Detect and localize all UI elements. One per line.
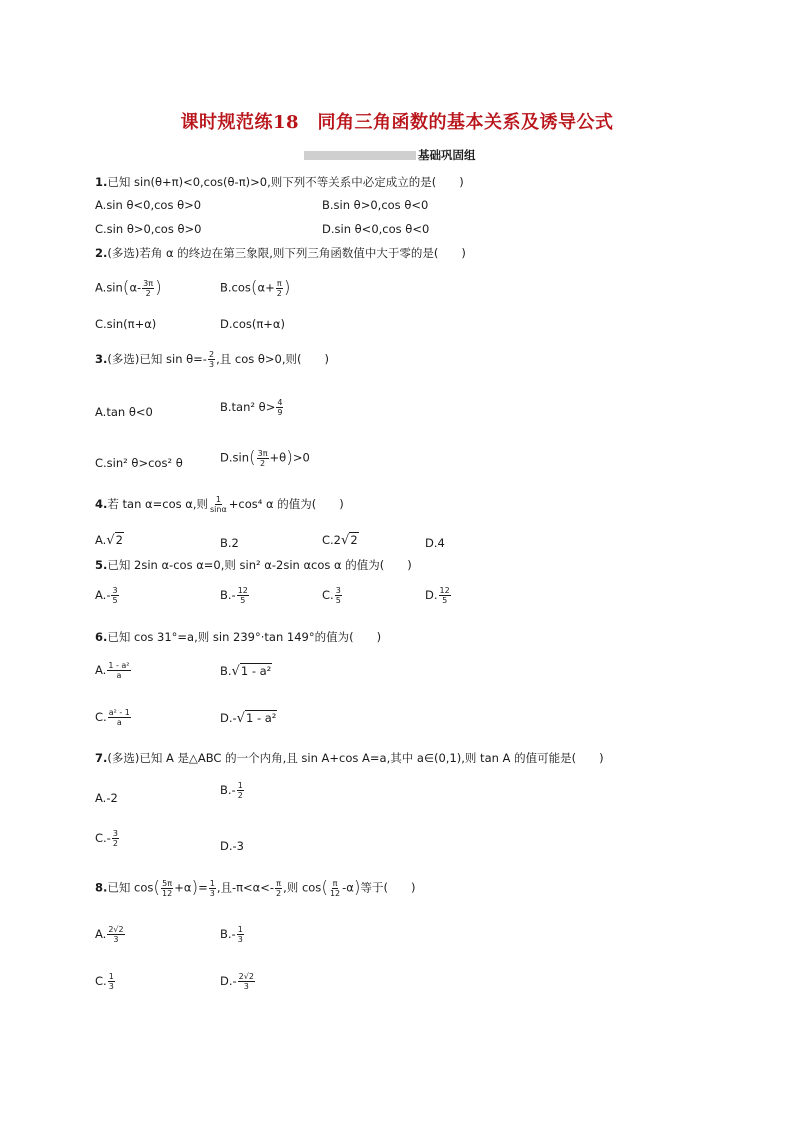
question-7-option-d: D.-3 [220,839,244,853]
question-4-option-a: A.√2 [95,533,123,548]
question-7-option-c: C.- $\frac{3}{2}$ [95,829,118,848]
question-4-option-b: B.2 [220,536,239,550]
question-2-option-c: C.sin(π+α) [95,317,157,331]
question-4-option-d: D.4 [425,536,445,550]
question-6-option-a: A. $\frac{\text{1 - a²}}{a}$ [95,661,130,680]
question-6-option-d: D.-√1 - a² [220,711,277,726]
question-8-option-c: C. $\frac{1}{3}$ [95,972,114,991]
question-3-stem: 3.(多选)已知 sin θ=- $\frac{2}{3}$ ,且 cos θ>0,则( ) [95,350,329,369]
question-2-option-a: A.sin(α- $\frac{3\pi}{2}$ ) [95,278,162,298]
question-1-option-a: A.sin θ<0,cos θ>0 [95,198,202,212]
section-header [304,148,476,162]
question-6-option-b: B.√1 - a² [220,664,272,679]
question-5-option-c: C. $\frac{3}{5}$ [322,586,341,605]
question-3-option-d: D.sin( $\frac{3\pi}{2}$ +θ)>0 [220,448,310,468]
question-4-option-c: C.2√2 [322,533,358,548]
question-7-stem: 7.(多选)已知 A 是△ABC 的一个内角,且 sin A+cos A=a,其中 a∈(0,1),则 tan A 的值可能是( ) [95,751,604,765]
question-5-option-a: A.- $\frac{3}{5}$ [95,586,118,605]
question-3-option-a: A.tan θ<0 [95,405,153,419]
question-2-option-d: D.cos(π+α) [220,317,285,331]
question-6-stem: 6.已知 cos 31°=a,则 sin 239°·tan 149°的值为( ) [95,630,382,644]
question-4-stem: 4.若 tan α=cos α,则 $\frac{1}{\sin\alpha}$ +cos⁴ α 的值为( ) [95,495,344,514]
section-bar [304,151,416,160]
question-1-option-b: B.sin θ>0,cos θ<0 [322,198,429,212]
question-5-option-b: B.- $\frac{12}{5}$ [220,586,248,605]
section-label: 基础巩固组 [418,148,476,162]
question-7-option-b: B.- $\frac{1}{2}$ [220,781,243,800]
question-5-option-d: D. $\frac{12}{5}$ [425,586,450,605]
question-5-stem: 5.已知 2sin α-cos α=0,则 sin² α-2sin αcos α 的值为( ) [95,558,412,572]
question-1-option-c: C.sin θ>0,cos θ>0 [95,222,202,236]
question-8-option-d: D.- $\frac{2√2}{3}$ [220,972,254,991]
question-1-option-d: D.sin θ<0,cos θ<0 [322,222,430,236]
question-3-option-c: C.sin² θ>cos² θ [95,456,183,470]
question-2-option-b: B.cos(α+ $\frac{\pi}{2}$ ) [220,278,291,298]
question-6-option-c: C. $\frac{\text{a² - 1}}{a}$ [95,708,130,727]
question-2-stem: 2.(多选)若角 α 的终边在第三象限,则下列三角函数值中大于零的是( ) [95,246,466,260]
question-7-option-a: A.-2 [95,791,118,805]
page-title: 课时规范练18 同角三角函数的基本关系及诱导公式 [180,112,614,133]
question-3-option-b: B.tan² θ> $\frac{4}{9}$ [220,398,283,417]
question-8-option-a: A. $\frac{2√2}{3}$ [95,925,124,944]
question-1-stem: 1.已知 sin(θ+π)<0,cos(θ-π)>0,则下列不等关系中必定成立的是( ) [95,175,464,189]
question-8-option-b: B.- $\frac{1}{3}$ [220,925,243,944]
question-8-stem: 8.已知 cos( $\frac{5\pi}{12}$ +α)= $\frac{1}{3}$ ,且-π<α<- $\frac{\pi}{2}$ ,则 cos( $\frac{\pi}{12}$ -α)等于( ) [95,878,416,898]
